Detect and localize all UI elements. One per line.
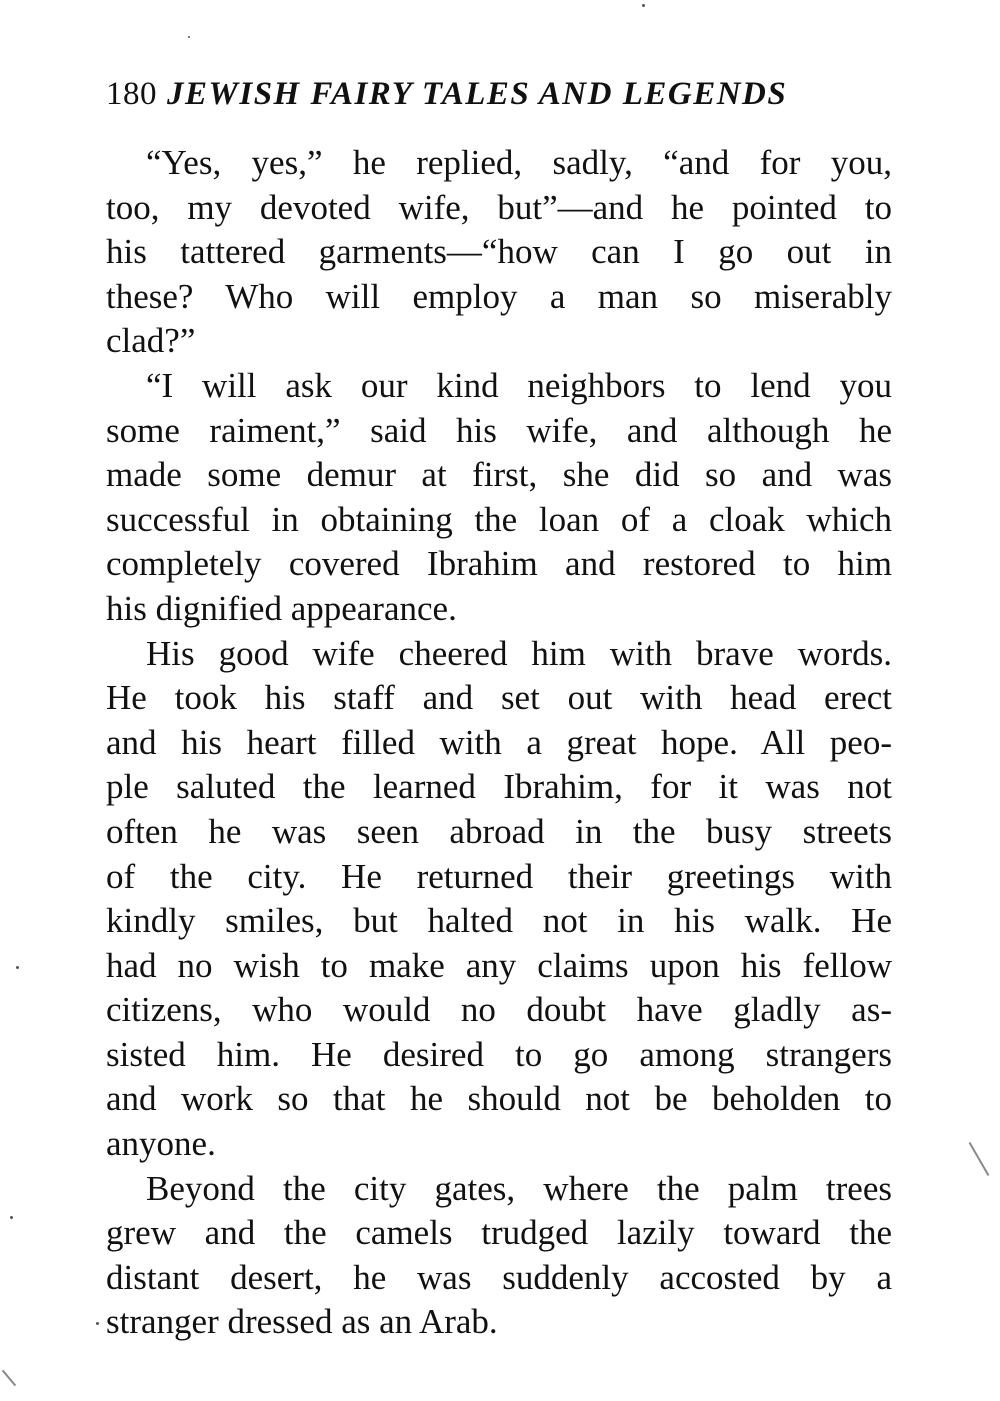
text-line: clad?” — [106, 321, 196, 361]
text-line: and work so that he should not be beholden to — [106, 1079, 892, 1119]
paragraph-1 — [106, 141, 892, 364]
scan-speck — [16, 966, 19, 969]
paragraph-4 — [106, 1167, 892, 1345]
running-head — [106, 72, 896, 116]
book-title: JEWISH FAIRY TALES AND LEGENDS — [167, 76, 788, 112]
text-line: made some demur at first, she did so and was — [106, 455, 892, 495]
scan-speck — [642, 4, 645, 7]
text-line: these? Who will employ a man so miserably — [106, 276, 892, 316]
text-line: had no wish to make any claims upon his fellow — [106, 945, 892, 985]
text-line: citizens, who would no doubt have gladly as- — [106, 990, 892, 1030]
page-number: 180 — [106, 76, 157, 112]
text-line: completely covered Ibrahim and restored to him — [106, 544, 892, 584]
text-line: Beyond the city gates, where the palm trees — [146, 1168, 892, 1208]
text-line: his tattered garments—“how can I go out in — [106, 232, 892, 272]
text-line: ple saluted the learned Ibrahim, for it was not — [106, 767, 892, 807]
text-line: his dignified appearance. — [106, 588, 457, 628]
text-line: kindly smiles, but halted not in his walk. He — [106, 901, 892, 941]
text-line: some raiment,” said his wife, and although he — [106, 410, 892, 450]
text-line: stranger dressed as an Arab. — [106, 1302, 498, 1342]
text-line: of the city. He returned their greetings with — [106, 856, 892, 896]
text-line: successful in obtaining the loan of a cloak which — [106, 499, 892, 539]
text-line: grew and the camels trudged lazily toward the — [106, 1213, 892, 1253]
text-line: and his heart filled with a great hope. All peo- — [106, 722, 892, 762]
text-line: often he was seen abroad in the busy streets — [106, 811, 892, 851]
text-line: “Yes, yes,” he replied, sadly, “and for you, — [146, 143, 892, 182]
scan-mark — [969, 1142, 990, 1176]
text-line: anyone. — [106, 1124, 216, 1164]
body-text — [106, 141, 892, 1345]
text-line: “I will ask our kind neighbors to lend you — [146, 365, 892, 405]
scan-speck — [96, 1322, 99, 1325]
scan-speck — [188, 36, 190, 38]
text-line: He took his staff and set out with head erect — [106, 678, 892, 718]
text-line: too, my devoted wife, but”—and he pointed to — [106, 187, 892, 227]
text-line: His good wife cheered him with brave words. — [146, 633, 892, 673]
scan-speck — [10, 1216, 13, 1219]
scan-mark — [2, 1370, 16, 1387]
text-line: sisted him. He desired to go among strangers — [106, 1034, 892, 1074]
paragraph-2 — [106, 364, 892, 632]
text-line: distant desert, he was suddenly accosted by a — [106, 1257, 892, 1297]
paragraph-3 — [106, 632, 892, 1167]
